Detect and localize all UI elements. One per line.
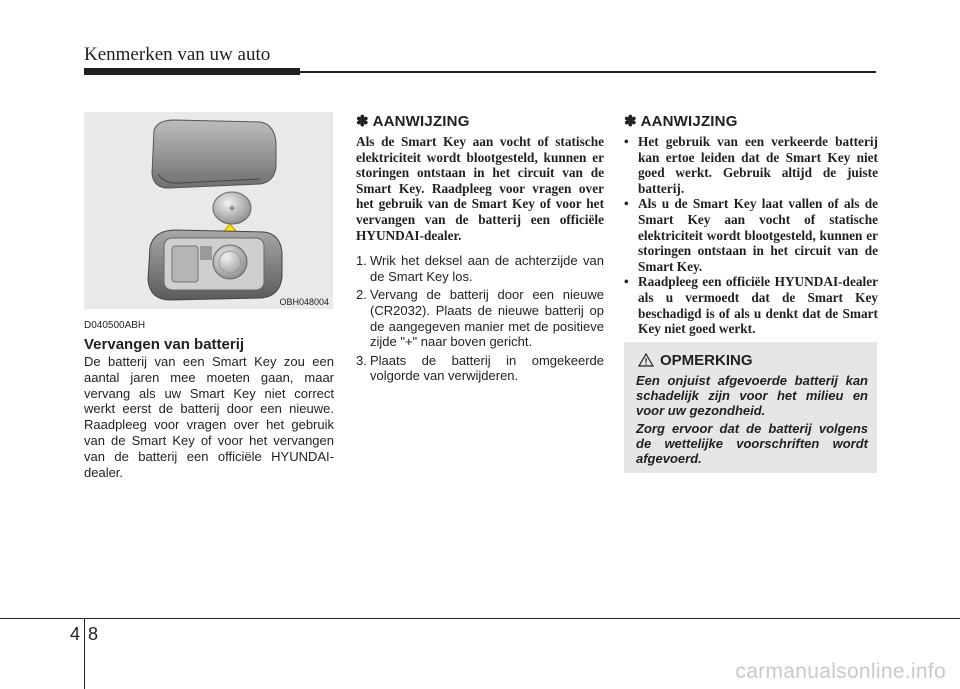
step-item: 3. Plaats de batterij in omgekeerde volgorde van verwijderen. [356,352,604,384]
step-item: 1. Wrik het deksel aan de achterzijde van de Smart Key los. [356,253,604,284]
smart-key-illustration [84,112,333,309]
header-bar [84,68,300,75]
warning-box [624,342,877,473]
steps-list [356,253,604,384]
section-body: De batterij van een Smart Key zou een aantal jaren mee moeten gaan, maar vervang als uw Smart Key niet correct werkt eerst de batterij door een nieuwe. Raadpleeg voor vragen over het gebruik van de Smart Key of voor het vervangen van de batterij een officiële HYUNDAI-dealer. [84,354,334,480]
section-code: D040500ABH [84,320,146,331]
warning-header [638,352,753,369]
smart-key-battery-figure [84,112,333,309]
page-header-title: Kenmerken van uw auto [84,44,271,65]
bullet-item: • Als u de Smart Key laat vallen of als de Smart Key aan vocht of statische elektriciteit wordt blootgesteld, kunnen er storingen ontstaan in het circuit van de Smart Key. [624,196,878,274]
notice-intro: Als de Smart Key aan vocht of statische elektriciteit wordt blootgesteld, kunnen er storingen ontstaan in het circuit van de Smart Key. Raadpleeg voor vragen over het gebruik van de Smart Key of voor het vervangen van de batterij een officiële HYUNDAI-dealer. [356,134,604,243]
warning-title: OPMERKING [660,352,753,369]
footer-divider [84,618,85,689]
notice-title: ✽ AANWIJZING [356,113,470,130]
warning-text [636,373,868,469]
step-item: 2. Vervang de batterij door een nieuwe (CR2032). Plaats de nieuwe batterij op de aangegeven manier met de positieve zijde "+" naar boven gericht. [356,287,604,350]
notice-column-middle [356,112,604,387]
warning-paragraph: Zorg ervoor dat de batterij volgens de wettelijke voorschriften wordt afgevoerd. [636,421,868,466]
warning-paragraph: Een onjuist afgevoerde batterij kan schadelijk zijn voor het milieu en voor uw gezondheid. [636,373,868,418]
notice-column-right [624,112,878,337]
watermark: carmanualsonline.info [735,660,946,683]
notice-bullets [624,134,878,337]
notice-title: ✽ AANWIJZING [624,113,738,130]
figure-code: OBH048004 [279,297,329,307]
bullet-item: • Het gebruik van een verkeerde batterij kan ertoe leiden dat de Smart Key niet goed werkt. Gebruik altijd de juiste batterij. [624,134,878,196]
header-rule [300,71,876,73]
page-number: 8 [88,624,99,644]
bullet-item: • Raadpleeg een officiële HYUNDAI-dealer als u vermoedt dat de Smart Key beschadigd is of als u denkt dat de Smart Key niet goed werkt. [624,274,878,337]
section-number: 4 [70,624,81,644]
section-subtitle: Vervangen van batterij [84,336,245,353]
footer-rule [0,618,960,619]
warning-triangle-icon [638,353,654,367]
svg-text:+: + [228,201,236,215]
